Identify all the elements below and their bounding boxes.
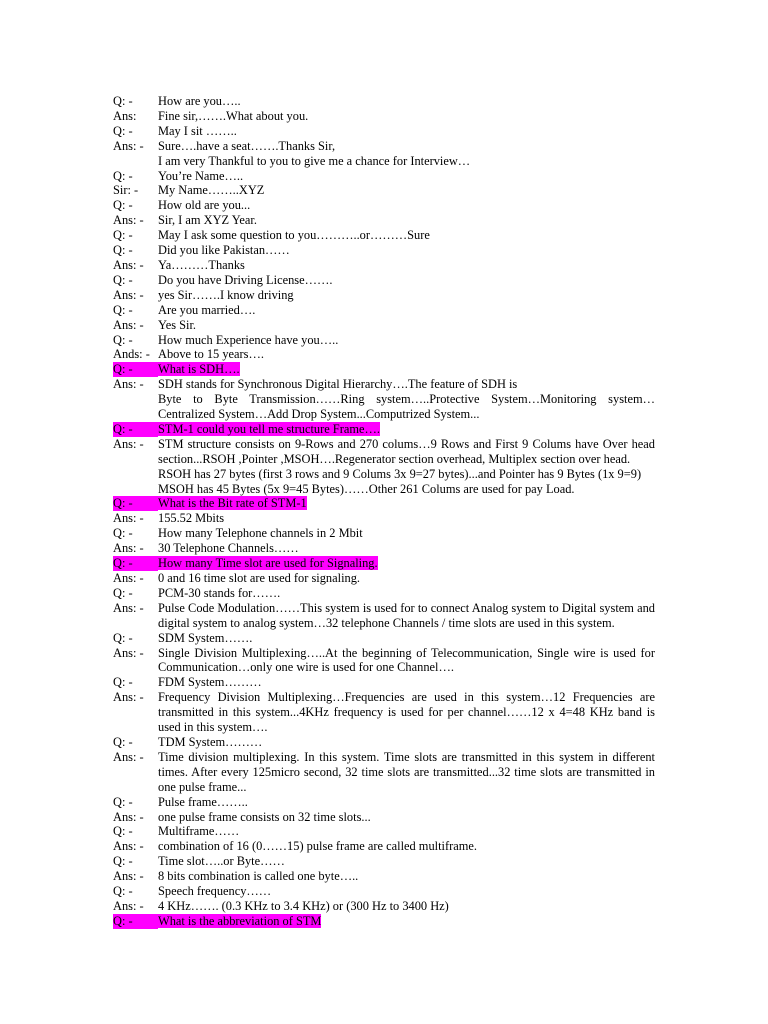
speaker-label: Q: -: [113, 94, 133, 108]
qa-line: [113, 675, 655, 690]
highlighted-text: What is the Bit rate of STM-1: [158, 496, 307, 511]
line-text: SDM System…….: [158, 630, 253, 645]
line-text: 30 Telephone Channels……: [158, 541, 299, 556]
qa-line: [113, 124, 655, 139]
speaker-label: Q: -: [113, 734, 133, 749]
speaker-label: Ans: -: [113, 377, 144, 392]
line-text: How much Experience have you…..: [158, 332, 339, 347]
line-text: Pulse Code Modulation……This system is used for to connect Analog system to Digital system and digital system to analog system…32 telephone Channels / time slots are used in this system.: [158, 600, 655, 630]
speaker-label: Q: -: [113, 362, 158, 377]
qa-line: [113, 213, 655, 228]
line-text: How many Telephone channels in 2 Mbit: [158, 526, 363, 541]
line-text: [158, 496, 655, 511]
speaker-label: Ands: -: [113, 347, 150, 362]
qa-line: [113, 467, 655, 482]
speaker-label: Ans: -: [113, 571, 144, 585]
qa-line: [113, 526, 655, 541]
line-text: I am very Thankful to you to give me a chance for Interview…: [158, 153, 471, 168]
qa-line: [113, 243, 655, 258]
speaker-label: Q: -: [113, 914, 158, 929]
speaker-label: Ans: -: [113, 511, 144, 526]
qa-line: [113, 437, 655, 467]
qa-line: [113, 824, 655, 839]
line-text: Are you married….: [158, 302, 256, 317]
speaker-label: Ans: -: [113, 257, 144, 272]
line-text: Single Division Multiplexing…..At the beginning of Telecommunication, Single wire is used for Communication…only one wire is used for one Channel….: [158, 645, 655, 675]
speaker-label: Ans: -: [113, 898, 144, 913]
speaker-label: Q: -: [113, 168, 133, 183]
highlighted-text: What is SDH….: [158, 362, 240, 377]
qa-line: [113, 94, 655, 109]
highlighted-text: How many Time slot are used for Signaling.: [158, 556, 378, 571]
qa-line: [113, 109, 655, 124]
speaker-label: [113, 392, 158, 422]
line-text: Fine sir,…….What about you.: [158, 108, 309, 123]
qa-line: [113, 795, 655, 810]
speaker-label: Q: -: [113, 556, 158, 571]
line-text: FDM System………: [158, 675, 262, 690]
line-text: My Name……..XYZ: [158, 183, 265, 198]
speaker-label: Q: -: [113, 630, 133, 645]
line-text: yes Sir…….I know driving: [158, 287, 294, 302]
speaker-label: Q: -: [113, 585, 133, 600]
speaker-label: Q: -: [113, 243, 133, 258]
qa-line: [113, 690, 655, 735]
speaker-label: Ans: -: [113, 213, 144, 228]
line-text: [158, 914, 655, 929]
line-text: Frequency Division Multiplexing…Frequencies are used in this system…12 Frequencies are transmitted in this system...4KHz frequency is used for per channel……12 x 4=48 KHz band is used in this system….: [158, 690, 655, 735]
line-text: Above to 15 years….: [158, 347, 264, 362]
qa-line: [113, 169, 655, 184]
speaker-label: Q: -: [113, 123, 133, 138]
speaker-label: Ans: -: [113, 541, 144, 556]
line-text: Byte to Byte Transmission……Ring system…..Protective System…Monitoring system… Centralized System…Add Drop System...Computrized System...: [158, 392, 655, 422]
qa-line: [113, 183, 655, 198]
line-text: Speech frequency……: [158, 884, 272, 899]
speaker-label: Q: -: [113, 675, 133, 690]
speaker-label: Q: -: [113, 272, 133, 287]
speaker-label: [113, 467, 158, 482]
speaker-label: Q: -: [113, 884, 133, 899]
qa-line: [113, 750, 655, 795]
qa-line: [113, 854, 655, 869]
speaker-label: Q: -: [113, 526, 133, 541]
line-text: SDH stands for Synchronous Digital Hierarchy….The feature of SDH is: [158, 377, 518, 392]
line-text: TDM System………: [158, 734, 263, 749]
highlighted-qa-line: [113, 556, 655, 571]
qa-line: [113, 586, 655, 601]
speaker-label: Ans: -: [113, 869, 144, 884]
speaker-label: Ans: -: [113, 839, 144, 854]
qa-line: [113, 511, 655, 526]
line-text: Multiframe……: [158, 824, 240, 839]
qa-line: [113, 601, 655, 631]
line-text: STM structure consists on 9-Rows and 270 colums…9 Rows and First 9 Colums have Over head section...RSOH ,Pointer ,MSOH….Regenerator section overhead, Multiplex section over head.: [158, 436, 655, 466]
qa-line: [113, 258, 655, 273]
speaker-label: Ans: -: [113, 436, 144, 451]
line-text: combination of 16 (0……15) pulse frame are called multiframe.: [158, 839, 477, 854]
qa-line: [113, 139, 655, 154]
qa-line: [113, 631, 655, 646]
line-text: Do you have Driving License…….: [158, 272, 333, 287]
speaker-label: Q: -: [113, 794, 133, 809]
qa-line: [113, 646, 655, 676]
line-text: Sir, I am XYZ Year.: [158, 213, 257, 228]
line-text: How old are you...: [158, 198, 251, 213]
speaker-label: Q: -: [113, 302, 133, 317]
line-text: Ya………Thanks: [158, 257, 245, 272]
highlighted-qa-line: [113, 362, 655, 377]
line-text: 155.52 Mbits: [158, 511, 225, 526]
line-text: Pulse frame……..: [158, 794, 248, 809]
speaker-label: Ans: -: [113, 600, 144, 615]
qa-line: [113, 333, 655, 348]
line-text: 0 and 16 time slot are used for signaling.: [158, 571, 360, 585]
line-text: Did you like Pakistan……: [158, 243, 290, 258]
line-text: [158, 422, 655, 437]
highlighted-qa-line: [113, 422, 655, 437]
qa-line: [113, 884, 655, 899]
line-text: [158, 556, 655, 571]
speaker-label: Ans:: [113, 108, 137, 123]
qa-line: [113, 273, 655, 288]
highlighted-qa-line: [113, 496, 655, 511]
speaker-label: Ans: -: [113, 749, 144, 764]
line-text: You’re Name…..: [158, 168, 244, 183]
qa-line: [113, 541, 655, 556]
speaker-label: [113, 482, 158, 497]
line-text: PCM-30 stands for…….: [158, 585, 281, 600]
speaker-label: Q: -: [113, 228, 133, 243]
speaker-label: Ans: -: [113, 317, 144, 332]
speaker-label: Ans: -: [113, 690, 144, 705]
line-text: Time division multiplexing. In this system. Time slots are transmitted in this system in different times. After every 125micro second, 32 time slots are transmitted...32 time slots are transmitted in one pulse frame...: [158, 749, 655, 794]
qa-line: [113, 899, 655, 914]
highlighted-text: STM-1 could you tell me structure Frame….: [158, 421, 380, 436]
speaker-label: Sir: -: [113, 183, 139, 198]
qa-line: [113, 347, 655, 362]
speaker-label: Q: -: [113, 422, 158, 437]
qa-line: [113, 377, 655, 392]
qa-line: [113, 198, 655, 213]
speaker-label: Ans: -: [113, 809, 144, 824]
highlighted-qa-line: [113, 914, 655, 929]
qa-line: [113, 482, 655, 497]
line-text: [158, 362, 655, 377]
line-text: Sure….have a seat…….Thanks Sir,: [158, 138, 336, 153]
highlighted-text: What is the abbreviation of STM: [158, 913, 322, 928]
qa-line: [113, 810, 655, 825]
qa-line: [113, 735, 655, 750]
speaker-label: Q: -: [113, 854, 133, 869]
line-text: Yes Sir.: [158, 317, 196, 332]
qa-line: [113, 869, 655, 884]
qa-line: [113, 154, 655, 169]
line-text: How are you…..: [158, 94, 241, 108]
speaker-label: Q: -: [113, 332, 133, 347]
qa-line: [113, 288, 655, 303]
speaker-label: Ans: -: [113, 138, 144, 153]
qa-line: [113, 392, 655, 422]
line-text: Time slot…..or Byte……: [158, 854, 285, 869]
line-text: May I sit ……..: [158, 123, 237, 138]
speaker-label: [113, 154, 158, 169]
speaker-label: Ans: -: [113, 645, 144, 660]
line-text: 8 bits combination is called one byte…..: [158, 869, 359, 884]
speaker-label: Q: -: [113, 824, 133, 839]
qa-line: [113, 839, 655, 854]
qa-line: [113, 303, 655, 318]
line-text: 4 KHz……. (0.3 KHz to 3.4 KHz) or (300 Hz to 3400 Hz): [158, 898, 449, 913]
speaker-label: Ans: -: [113, 287, 144, 302]
line-text: May I ask some question to you………..or………Sure: [158, 228, 430, 243]
line-text: RSOH has 27 bytes (first 3 rows and 9 Colums 3x 9=27 bytes)...and Pointer has 9 Bytes (1x 9=9): [158, 466, 642, 481]
qa-line: [113, 571, 655, 586]
speaker-label: Q: -: [113, 198, 133, 213]
qa-line: [113, 318, 655, 333]
document-body: [113, 94, 655, 929]
qa-line: [113, 228, 655, 243]
line-text: one pulse frame consists on 32 time slots...: [158, 809, 371, 824]
speaker-label: Q: -: [113, 496, 158, 511]
line-text: MSOH has 45 Bytes (5x 9=45 Bytes)……Other 261 Colums are used for pay Load.: [158, 481, 575, 496]
